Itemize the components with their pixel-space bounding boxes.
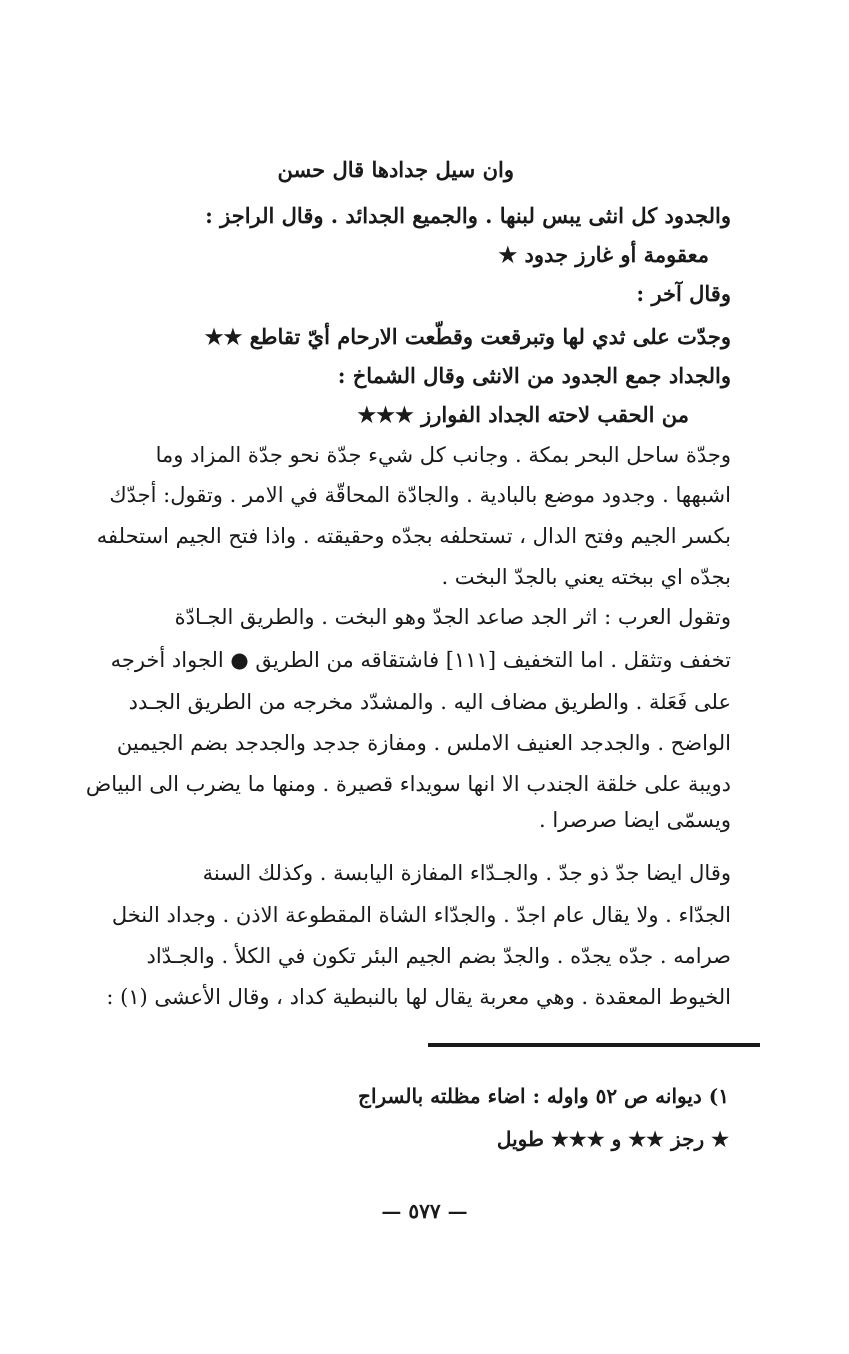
text-line: وجدّة ساحل البحر بمكة . وجانب كل شيء جدّة نحو جدّة المزاد وما bbox=[155, 443, 731, 467]
text-line: وتقول العرب : اثر الجد صاعد الجدّ وهو البخت . والطريق الجـادّة bbox=[174, 605, 731, 629]
footnote-line: ★ رجز ★★ و ★★★ طويل bbox=[496, 1127, 729, 1151]
text-line: الجدّاء . ولا يقال عام اجدّ . والجدّاء الشاة المقطوعة الاذن . وجداد النخل bbox=[111, 903, 731, 927]
footnote-divider bbox=[428, 1043, 760, 1047]
verse-line: من الحقب لاحته الجداد الفوارز ★★★ bbox=[357, 402, 689, 427]
text-line: دويبة على خلقة الجندب الا انها سويداء قصيرة . ومنها ما يضرب الى البياض bbox=[85, 772, 731, 796]
text-line: الخيوط المعقدة . وهي معربة يقال لها بالنبطية كداد ، وقال الأعشى (١) : bbox=[106, 985, 731, 1009]
text-line: الواضح . والجدجد العنيف الاملس . ومفازة جدجد والجدجد بضم الجيمين bbox=[116, 731, 731, 755]
text-line: وقال ايضا جدّ ذو جدّ . والجـدّاء المفازة اليابسة . وكذلك السنة bbox=[202, 861, 731, 885]
verse-line: معقومة أو غارز جدود ★ bbox=[498, 242, 709, 267]
text-line: بجدّه اي ببخته يعني بالجدّ البخت . bbox=[441, 565, 731, 589]
text-line: على فَعَلة . والطريق مضاف اليه . والمشدّد مخرجه من الطريق الجـدد bbox=[128, 690, 731, 714]
text-line: بكسر الجيم وفتح الدال ، تستحلفه بجدّه وحقيقته . واذا فتح الجيم استحلفه bbox=[96, 524, 731, 548]
text-line: ويسمّى ايضا صرصرا . bbox=[538, 808, 731, 832]
verse-line: وان سيل جدادها قال حسن bbox=[277, 157, 514, 182]
text-line: والجداد جمع الجدود من الانثى وقال الشماخ : bbox=[337, 363, 731, 388]
text-line: وقال آخر : bbox=[636, 281, 731, 306]
text-line: صرامه . جدّه يجدّه . والجدّ بضم الجيم البئر تكون في الكلأ . والجـدّاد bbox=[146, 944, 731, 968]
text-line: تخفف وتثقل . اما التخفيف [١١١] فاشتقاقه من الطريق ● الجواد أخرجه bbox=[110, 648, 731, 672]
footnote-line: ١) ديوانه ص ٥٢ واوله : اضاء مظلته بالسراج bbox=[358, 1084, 729, 1108]
page-number: — ٥٧٧ — bbox=[381, 1199, 468, 1223]
text-line: اشبهها . وجدود موضع بالبادية . والجادّة المحاقّة في الامر . وتقول: أجدّك bbox=[109, 483, 731, 507]
verse-line: وجدّت على ثدي لها وتبرقعت وقطّعت الارحام أيّ تقاطع ★★ bbox=[204, 324, 731, 349]
text-line: والجدود كل انثى يبس لبنها . والجميع الجدائد . وقال الراجز : bbox=[205, 203, 731, 228]
